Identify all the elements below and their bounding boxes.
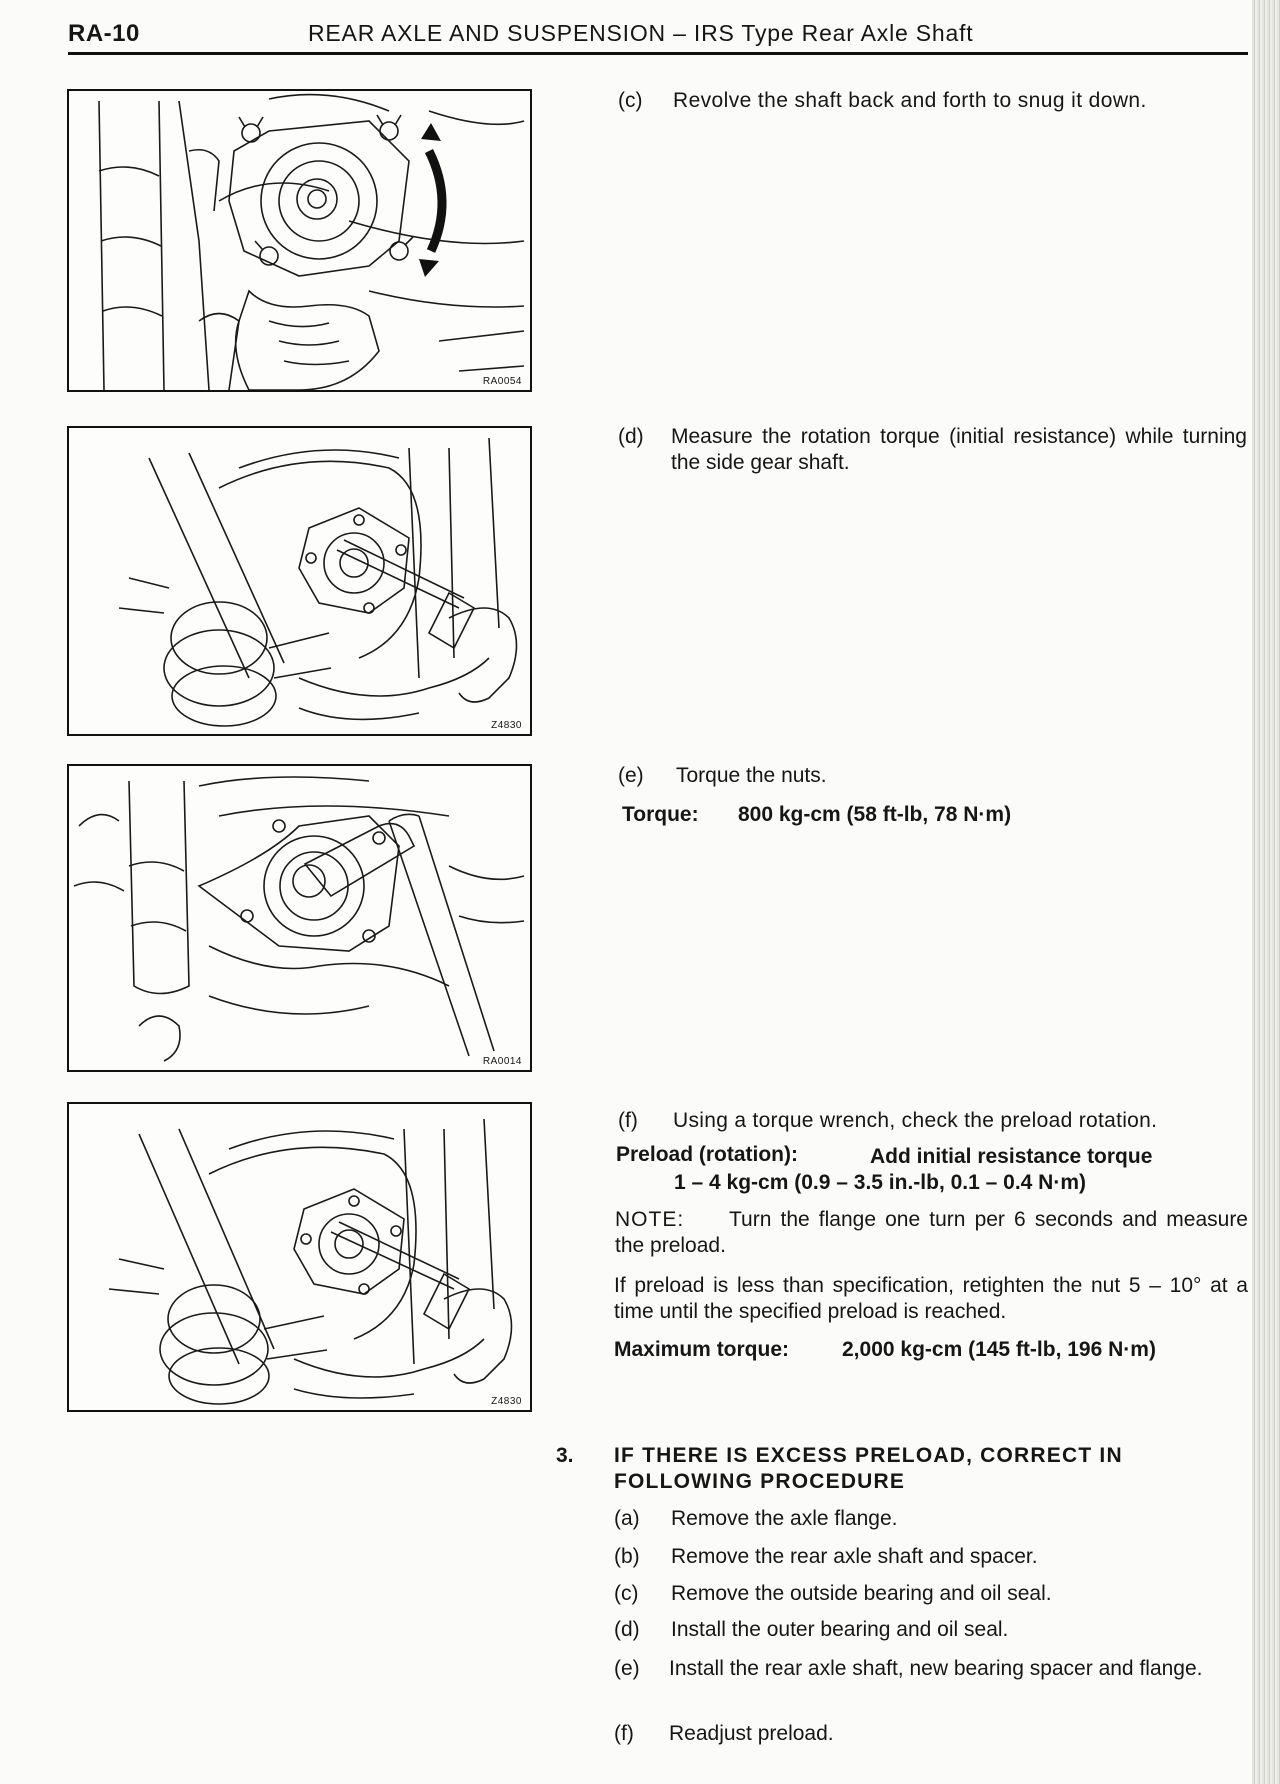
illustration-torque-wrench-measure (69, 428, 530, 734)
torque-spec-label: Torque: (622, 803, 699, 826)
s3-item-d-text: Install the outer bearing and oil seal. (671, 1618, 1009, 1641)
step-e-label: (e) (618, 764, 644, 787)
s3-item-c-label: (c) (614, 1582, 639, 1605)
figure-code: Z4830 (491, 720, 522, 731)
step-e-text: Torque the nuts. (676, 764, 827, 787)
subsection-name: IRS Type Rear Axle Shaft (693, 20, 974, 46)
figure-measure-rotation-torque (67, 426, 532, 736)
page-header (68, 20, 1248, 54)
s3-item-c-text: Remove the outside bearing and oil seal. (671, 1582, 1052, 1605)
page-number: RA-10 (68, 20, 140, 47)
title-dash: – (665, 20, 694, 46)
step-f-text: Using a torque wrench, check the preload rotation. (673, 1109, 1158, 1132)
preload-label: Preload (rotation): (616, 1143, 798, 1166)
figure-code: RA0054 (482, 376, 522, 387)
s3-item-a-label: (a) (614, 1507, 640, 1530)
header-rule (68, 52, 1248, 55)
illustration-wrench-torque-nuts (69, 766, 530, 1070)
step-c-label: (c) (618, 89, 643, 112)
s3-item-f-label: (f) (614, 1722, 634, 1745)
step-d-label: (d) (618, 425, 644, 448)
rotation-arrow-icon (69, 91, 530, 390)
step-f-label: (f) (618, 1109, 638, 1132)
illustration-torque-wrench-preload (69, 1104, 530, 1410)
figure-torque-nuts (67, 764, 532, 1072)
section-3-heading: IF THERE IS EXCESS PRELOAD, CORRECT IN FOLLOWING PROCEDURE (614, 1444, 1123, 1493)
s3-item-a-text: Remove the axle flange. (671, 1507, 898, 1530)
s3-item-b-label: (b) (614, 1545, 640, 1568)
section-3-number: 3. (556, 1444, 574, 1467)
max-torque-label: Maximum torque: (614, 1338, 790, 1361)
s3-item-e-text: Install the rear axle shaft, new bearing spacer and flange. (669, 1657, 1203, 1680)
figure-check-preload (67, 1102, 532, 1412)
figure-code: Z4830 (491, 1396, 522, 1407)
page-edge-shadow (1252, 0, 1280, 1784)
figure-revolve-shaft (67, 89, 532, 392)
step-d-text: Measure the rotation torque (initial resistance) while turning the side gear shaft. (671, 425, 1247, 474)
preload-value: 1 – 4 kg-cm (0.9 – 3.5 in.-lb, 0.1 – 0.4 N·m) (674, 1171, 1087, 1194)
note-text: Turn the flange one turn per 6 seconds and measure the preload. (615, 1208, 1248, 1257)
section-name: REAR AXLE AND SUSPENSION (308, 20, 666, 46)
max-torque-value: 2,000 kg-cm (145 ft-lb, 196 N·m) (842, 1338, 1156, 1361)
figure-code: RA0014 (482, 1056, 522, 1067)
torque-spec-value: 800 kg-cm (58 ft-lb, 78 N·m) (738, 803, 1012, 826)
s3-item-f-text: Readjust preload. (669, 1722, 834, 1745)
step-c-text: Revolve the shaft back and forth to snug it down. (673, 89, 1147, 112)
note-label: NOTE: (615, 1208, 685, 1231)
section-title (308, 20, 973, 47)
s3-item-e-label: (e) (614, 1657, 640, 1680)
preload-instruction: If preload is less than specification, retighten the nut 5 – 10° at a time until the specified preload is reached. (614, 1274, 1248, 1323)
preload-add-text: Add initial resistance torque (870, 1145, 1153, 1168)
s3-item-d-label: (d) (614, 1618, 640, 1641)
s3-item-b-text: Remove the rear axle shaft and spacer. (671, 1545, 1038, 1568)
